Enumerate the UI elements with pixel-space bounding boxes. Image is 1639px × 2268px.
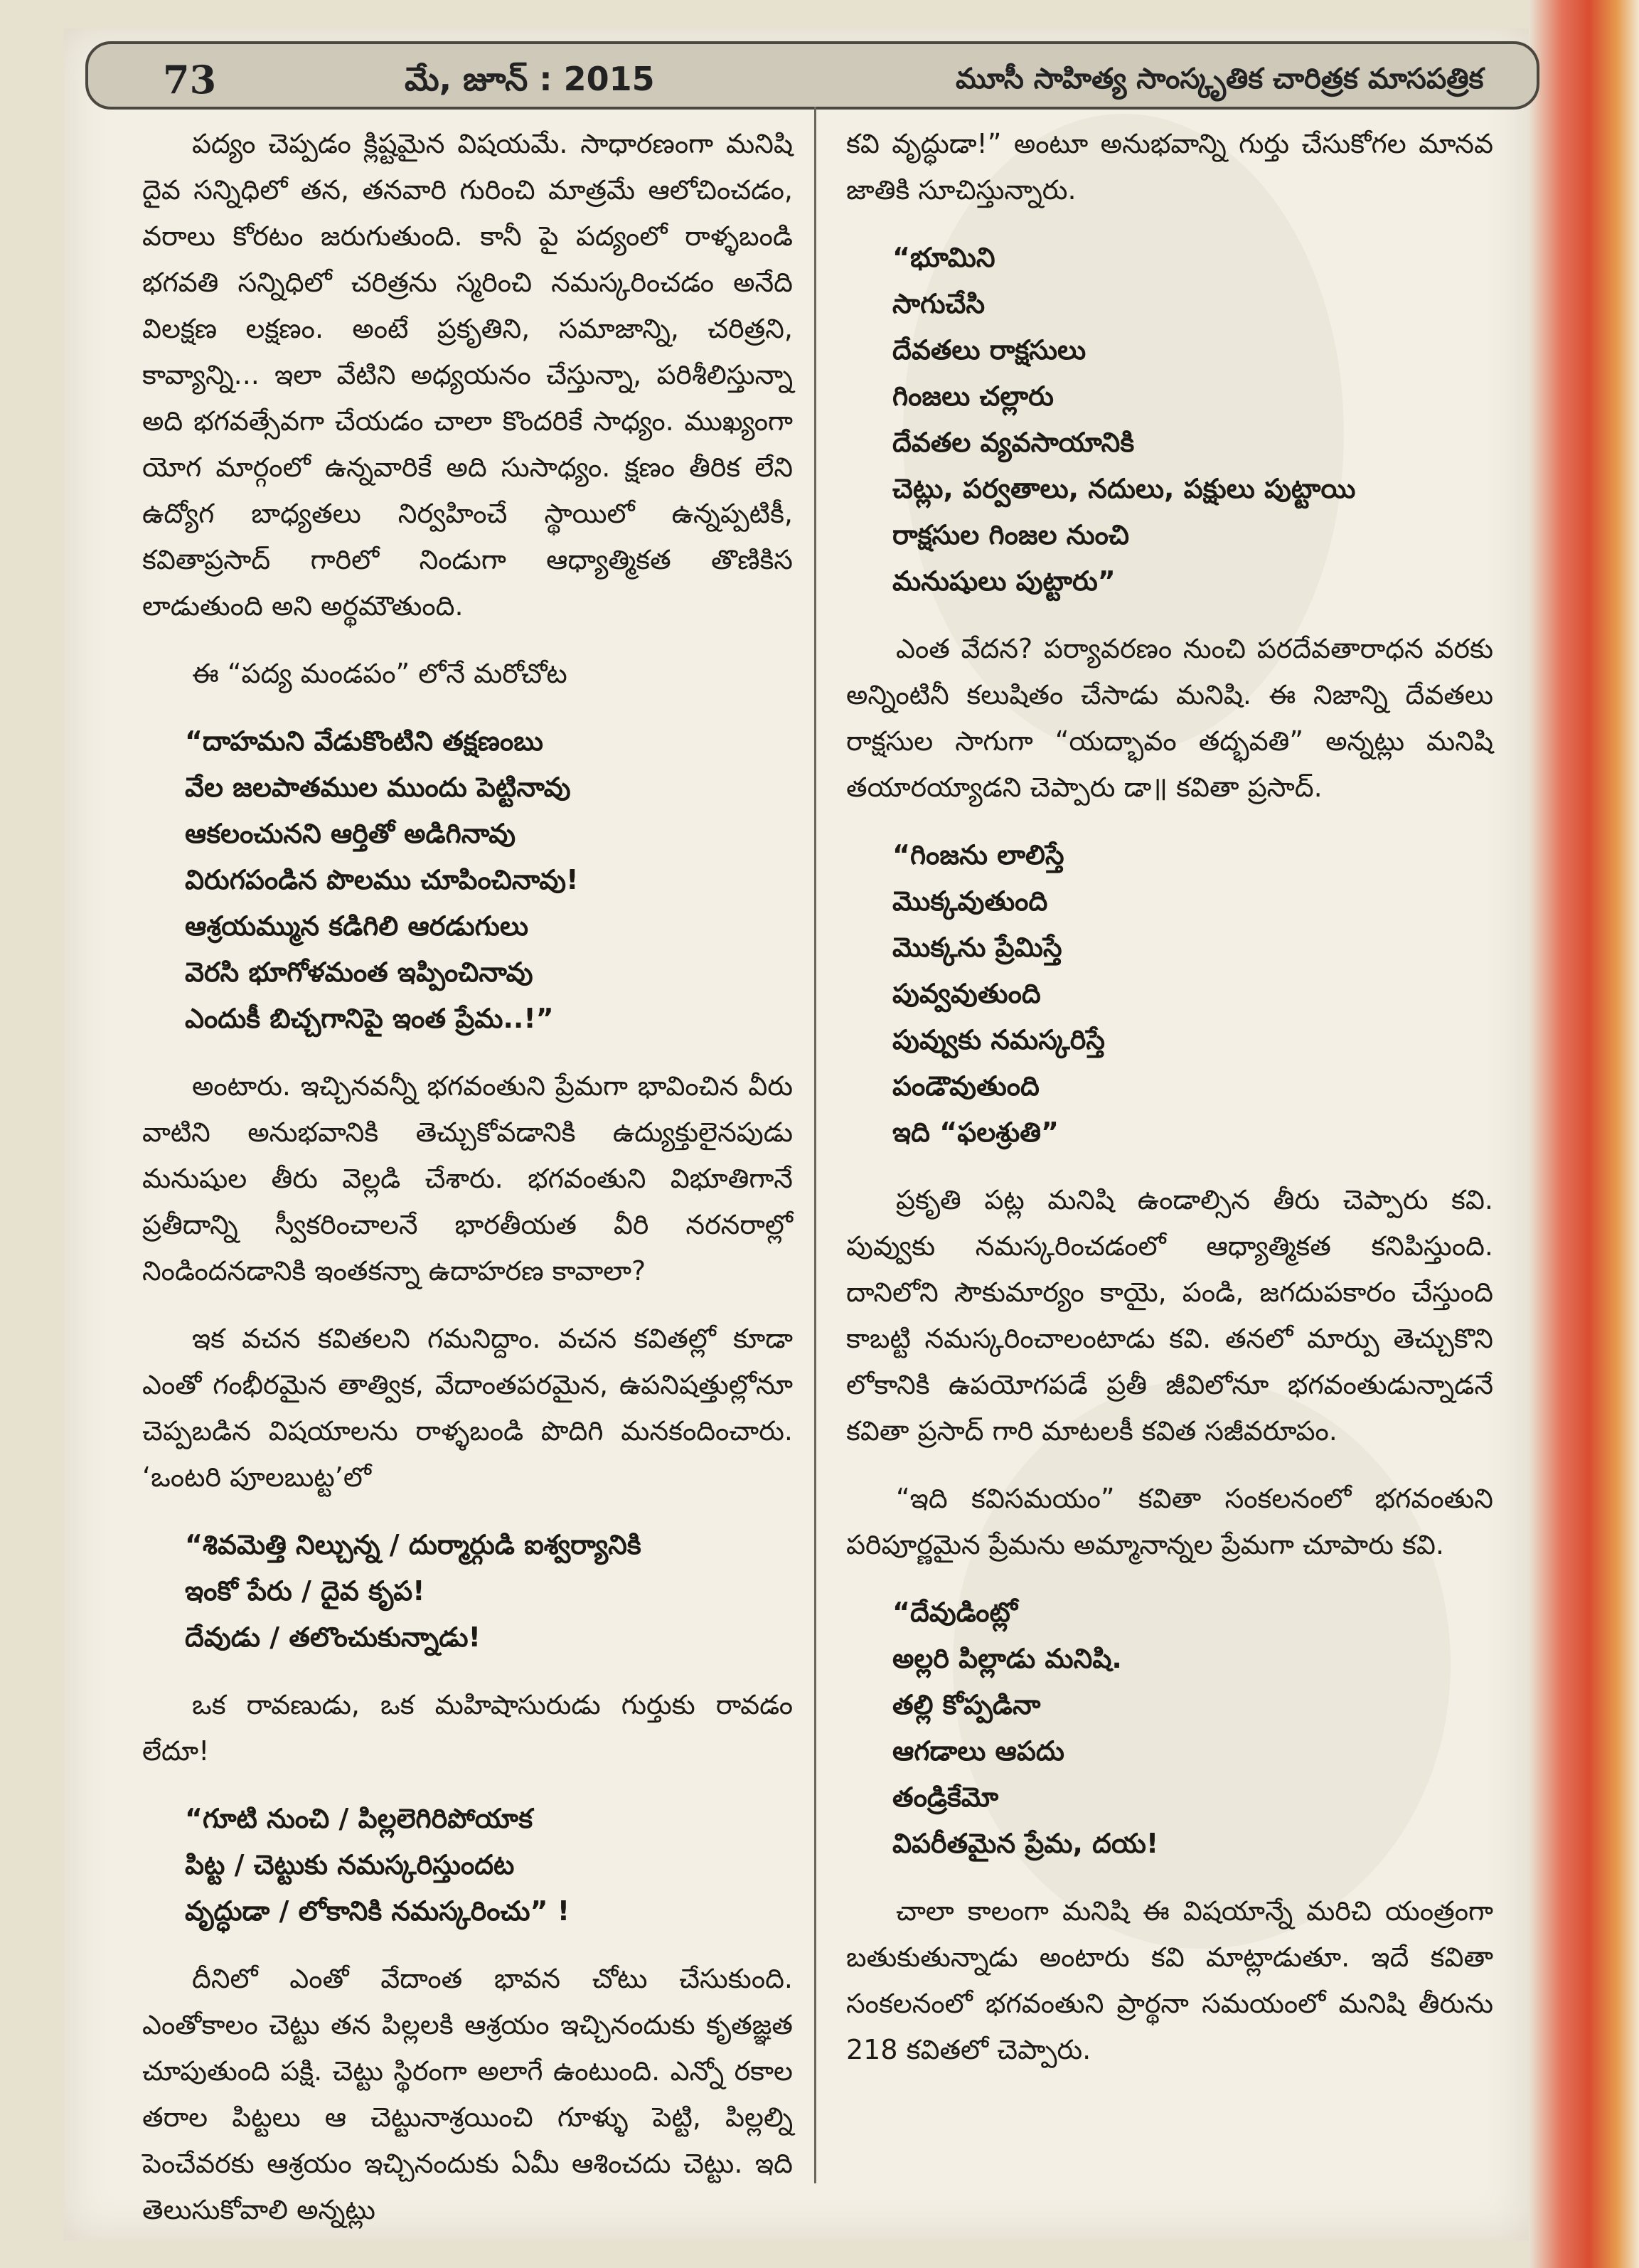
column-divider — [814, 107, 816, 2183]
poem-line: వృద్ధుడా / లోకానికి నమస్కరించు” ! — [185, 1895, 570, 1927]
poem-line: మొక్కవుతుంది — [892, 885, 1048, 917]
poem-line: రాక్షసుల గింజల నుంచి — [892, 519, 1130, 550]
paragraph: ప్రకృతి పట్ల మనిషి ఉండాల్సిన తీరు చెప్పారు కవి. పువ్వుకు నమస్కరించడంలో ఆధ్యాత్మికత కనిపిస్తుంది. దానిలోని సౌకుమార్యం కాయై, పండి, జగదుపకారం చేస్తుంది కాబట్టి నమస్కరించాలంటాడు కవి. తనలో మార్పు తెచ్చుకొని లోకానికి ఉపయోగపడే ప్రతీ జీవిలోనూ భగవంతుడున్నాడనే కవితా ప్రసాద్ గారి మాటలకీ కవిత సజీవరూపం. — [846, 1184, 1493, 1447]
poem-line: “గింజను లాలిస్తే — [892, 839, 1064, 871]
poem-block — [142, 718, 793, 1042]
page-edge — [1529, 0, 1639, 2268]
poem-line: ఆగడాలు ఆపదు — [892, 1735, 1064, 1767]
poem-line: “శివమెత్తి నిల్చున్న / దుర్మార్గుడి ఐశ్వర్యానికి — [185, 1529, 641, 1560]
poem-line: దేవతల వ్యవసాయానికి — [892, 427, 1135, 458]
paragraph: ఈ “పద్య మండపం” లోనే మరోచోట — [192, 658, 567, 689]
poem-line: “దాహమని వేడుకొంటిని తక్షణంబు — [185, 725, 543, 757]
poem-line: విరుగపండిన పొలము చూపించినావు! — [185, 864, 579, 895]
page-header — [85, 41, 1539, 110]
left-column — [142, 121, 793, 2254]
poem-line: సాగుచేసి — [892, 288, 986, 319]
poem-line: గింజలు చల్లారు — [892, 380, 1054, 412]
poem-line: దేవుడు / తలొంచుకున్నాడు! — [185, 1622, 481, 1653]
poem-block — [846, 235, 1493, 605]
paragraph: కవి వృద్ధుడా!” అంటూ అనుభవాన్ని గుర్తు చేసుకోగల మానవ జాతికి సూచిస్తున్నారు. — [846, 128, 1493, 206]
poem-line: వెరసి భూగోళమంత ఇప్పించినావు — [185, 957, 533, 988]
poem-line: “గూటి నుంచి / పిల్లలెగిరిపోయాక — [185, 1803, 533, 1834]
poem-line: చెట్లు, పర్వతాలు, నదులు, పక్షులు పుట్టాయి — [892, 473, 1356, 504]
poem-line: మనుషులు పుట్టారు” — [892, 565, 1116, 597]
poem-line: అల్లరి పిల్లాడు మనిషి. — [892, 1643, 1122, 1674]
poem-line: ఆశ్రయమ్మున కడిగిలి ఆరడుగులు — [185, 910, 528, 942]
right-column — [846, 121, 1493, 2094]
poem-line: వేల జలపాతముల ముందు పెట్టినావు — [185, 772, 571, 803]
poem-line: విపరీతమైన ప్రేమ, దయ! — [892, 1828, 1159, 1859]
poem-block — [142, 1796, 793, 1934]
poem-block — [142, 1522, 793, 1661]
poem-block — [846, 832, 1493, 1156]
poem-line: ఎందుకీ బిచ్చగానిపై ఇంత ప్రేమ..!” — [185, 1003, 554, 1034]
poem-line: దేవతలు రాక్షసులు — [892, 334, 1087, 366]
paragraph: ఒక రావణుడు, ఒక మహిషాసురుడు గుర్తుకు రావడం లేదూ! — [142, 1689, 793, 1767]
poem-line: ఇంకో పేరు / దైవ కృప! — [185, 1575, 425, 1607]
poem-line: ఆకలంచునని ఆర్తితో అడిగినావు — [185, 818, 516, 849]
poem-line: పండౌవుతుంది — [892, 1070, 1040, 1102]
poem-line: ఇది “ఫలశ్రుతి” — [892, 1117, 1059, 1148]
poem-line: పిట్ట / చెట్టుకు నమస్కరిస్తుందట — [185, 1849, 515, 1880]
poem-line: “భూమిని — [892, 242, 995, 273]
issue-date: మే, జూన్ : 2015 — [405, 60, 655, 98]
page-number: 73 — [163, 57, 217, 102]
paragraph: చాలా కాలంగా మనిషి ఈ విషయాన్నే మరిచి యంత్రంగా బతుకుతున్నాడు అంటారు కవి మాట్లాడుతూ. ఇదే కవితా సంకలనంలో భగవంతుని ప్రార్థనా సమయంలో మనిషి తీరును 218 కవితలో చెప్పారు. — [846, 1895, 1493, 2065]
paragraph: దీనిలో ఎంతో వేదాంత భావన చోటు చేసుకుంది. ఎంతోకాలం చెట్టు తన పిల్లలకి ఆశ్రయం ఇచ్చినందుకు కృతజ్ఞత చూపుతుంది పక్షి. చెట్టు స్థిరంగా అలాగే ఉంటుంది. ఎన్నో రకాల తరాల పిట్టలు ఆ చెట్టునాశ్రయించి గూళ్ళు పెట్టి, పిల్లల్ని పెంచేవరకు ఆశ్రయం ఇచ్చినందుకు ఏమీ ఆశించదు చెట్టు. ఇది తెలుసుకోవాలి అన్నట్లు — [142, 1963, 793, 2225]
poem-block — [846, 1590, 1493, 1867]
paragraph: అంటారు. ఇచ్చినవన్నీ భగవంతుని ప్రేమగా భావించిన వీరు వాటిని అనుభవానికి తెచ్చుకోవడానికి ఉద్యుక్తులైనపుడు మనుషుల తీరు వెల్లడి చేశారు. భగవంతుని విభూతిగానే ప్రతీదాన్ని స్వీకరించాలనే భారతీయత వీరి నరనరాల్లో నిండిందనడానికి ఇంతకన్నా ఉదాహరణ కావాలా? — [142, 1070, 793, 1287]
poem-line: తండ్రికేమో — [892, 1782, 999, 1813]
poem-line: పువ్వుకు నమస్కరిస్తే — [892, 1024, 1105, 1055]
paragraph: “ఇది కవిసమయం” కవితా సంకలనంలో భగవంతుని పరిపూర్ణమైన ప్రేమను అమ్మానాన్నల ప్రేమగా చూపారు కవి. — [846, 1483, 1493, 1560]
paragraph: ఎంత వేదన? పర్యావరణం నుంచి పరదేవతారాధన వరకు అన్నింటినీ కలుషితం చేసాడు మనిషి. ఈ నిజాన్ని దేవతలు రాక్షసుల సాగుగా “యద్భావం తద్భవతి” అన్నట్లు మనిషి తయారయ్యాడని చెప్పారు డా॥ కవితా ప్రసాద్. — [846, 633, 1493, 803]
poem-line: “దేవుడింట్లో — [892, 1597, 1018, 1628]
paragraph: పద్యం చెప్పడం క్లిష్టమైన విషయమే. సాధారణంగా మనిషి దైవ సన్నిధిలో తన, తనవారి గురించి మాత్రమే ఆలోచించడం, వరాలు కోరటం జరుగుతుంది. కానీ పై పద్యంలో రాళ్ళబండి భగవతి సన్నిధిలో చరిత్రను స్మరించి నమస్కరించడం అనేది విలక్షణ లక్షణం. అంటే ప్రకృతిని, సమాజాన్ని, చరిత్రని, కావ్యాన్ని... ఇలా వేటిని అధ్యయనం చేస్తున్నా, పరిశీలిస్తున్నా అది భగవత్సేవగా చేయడం చాలా కొందరికే సాధ్యం. ముఖ్యంగా యోగ మార్గంలో ఉన్నవారికే అది సుసాధ్యం. క్షణం తీరిక లేని ఉద్యోగ బాధ్యతలు నిర్వహించే స్థాయిలో ఉన్నప్పటికీ, కవితాప్రసాద్ గారిలో నిండుగా ఆధ్యాత్మికత తొణికిస లాడుతుంది అని అర్థమౌతుంది. — [142, 128, 793, 622]
magazine-title: మూసీ సాహిత్య సాంస్కృతిక చారిత్రక మాసపత్రిక — [956, 63, 1484, 95]
poem-line: తల్లి కోప్పడినా — [892, 1689, 1041, 1720]
poem-line: పువ్వవుతుంది — [892, 978, 1041, 1009]
poem-line: మొక్కను ప్రేమిస్తే — [892, 932, 1062, 963]
paragraph: ఇక వచన కవితలని గమనిద్దాం. వచన కవితల్లో కూడా ఎంతో గంభీరమైన తాత్విక, వేదాంతపరమైన, ఉపనిషత్తుల్లోనూ చెప్పబడిన విషయాలను రాళ్ళబండి పొదిగి మనకందించారు. ‘ఒంటరి పూలబుట్ట’లో — [142, 1323, 793, 1493]
